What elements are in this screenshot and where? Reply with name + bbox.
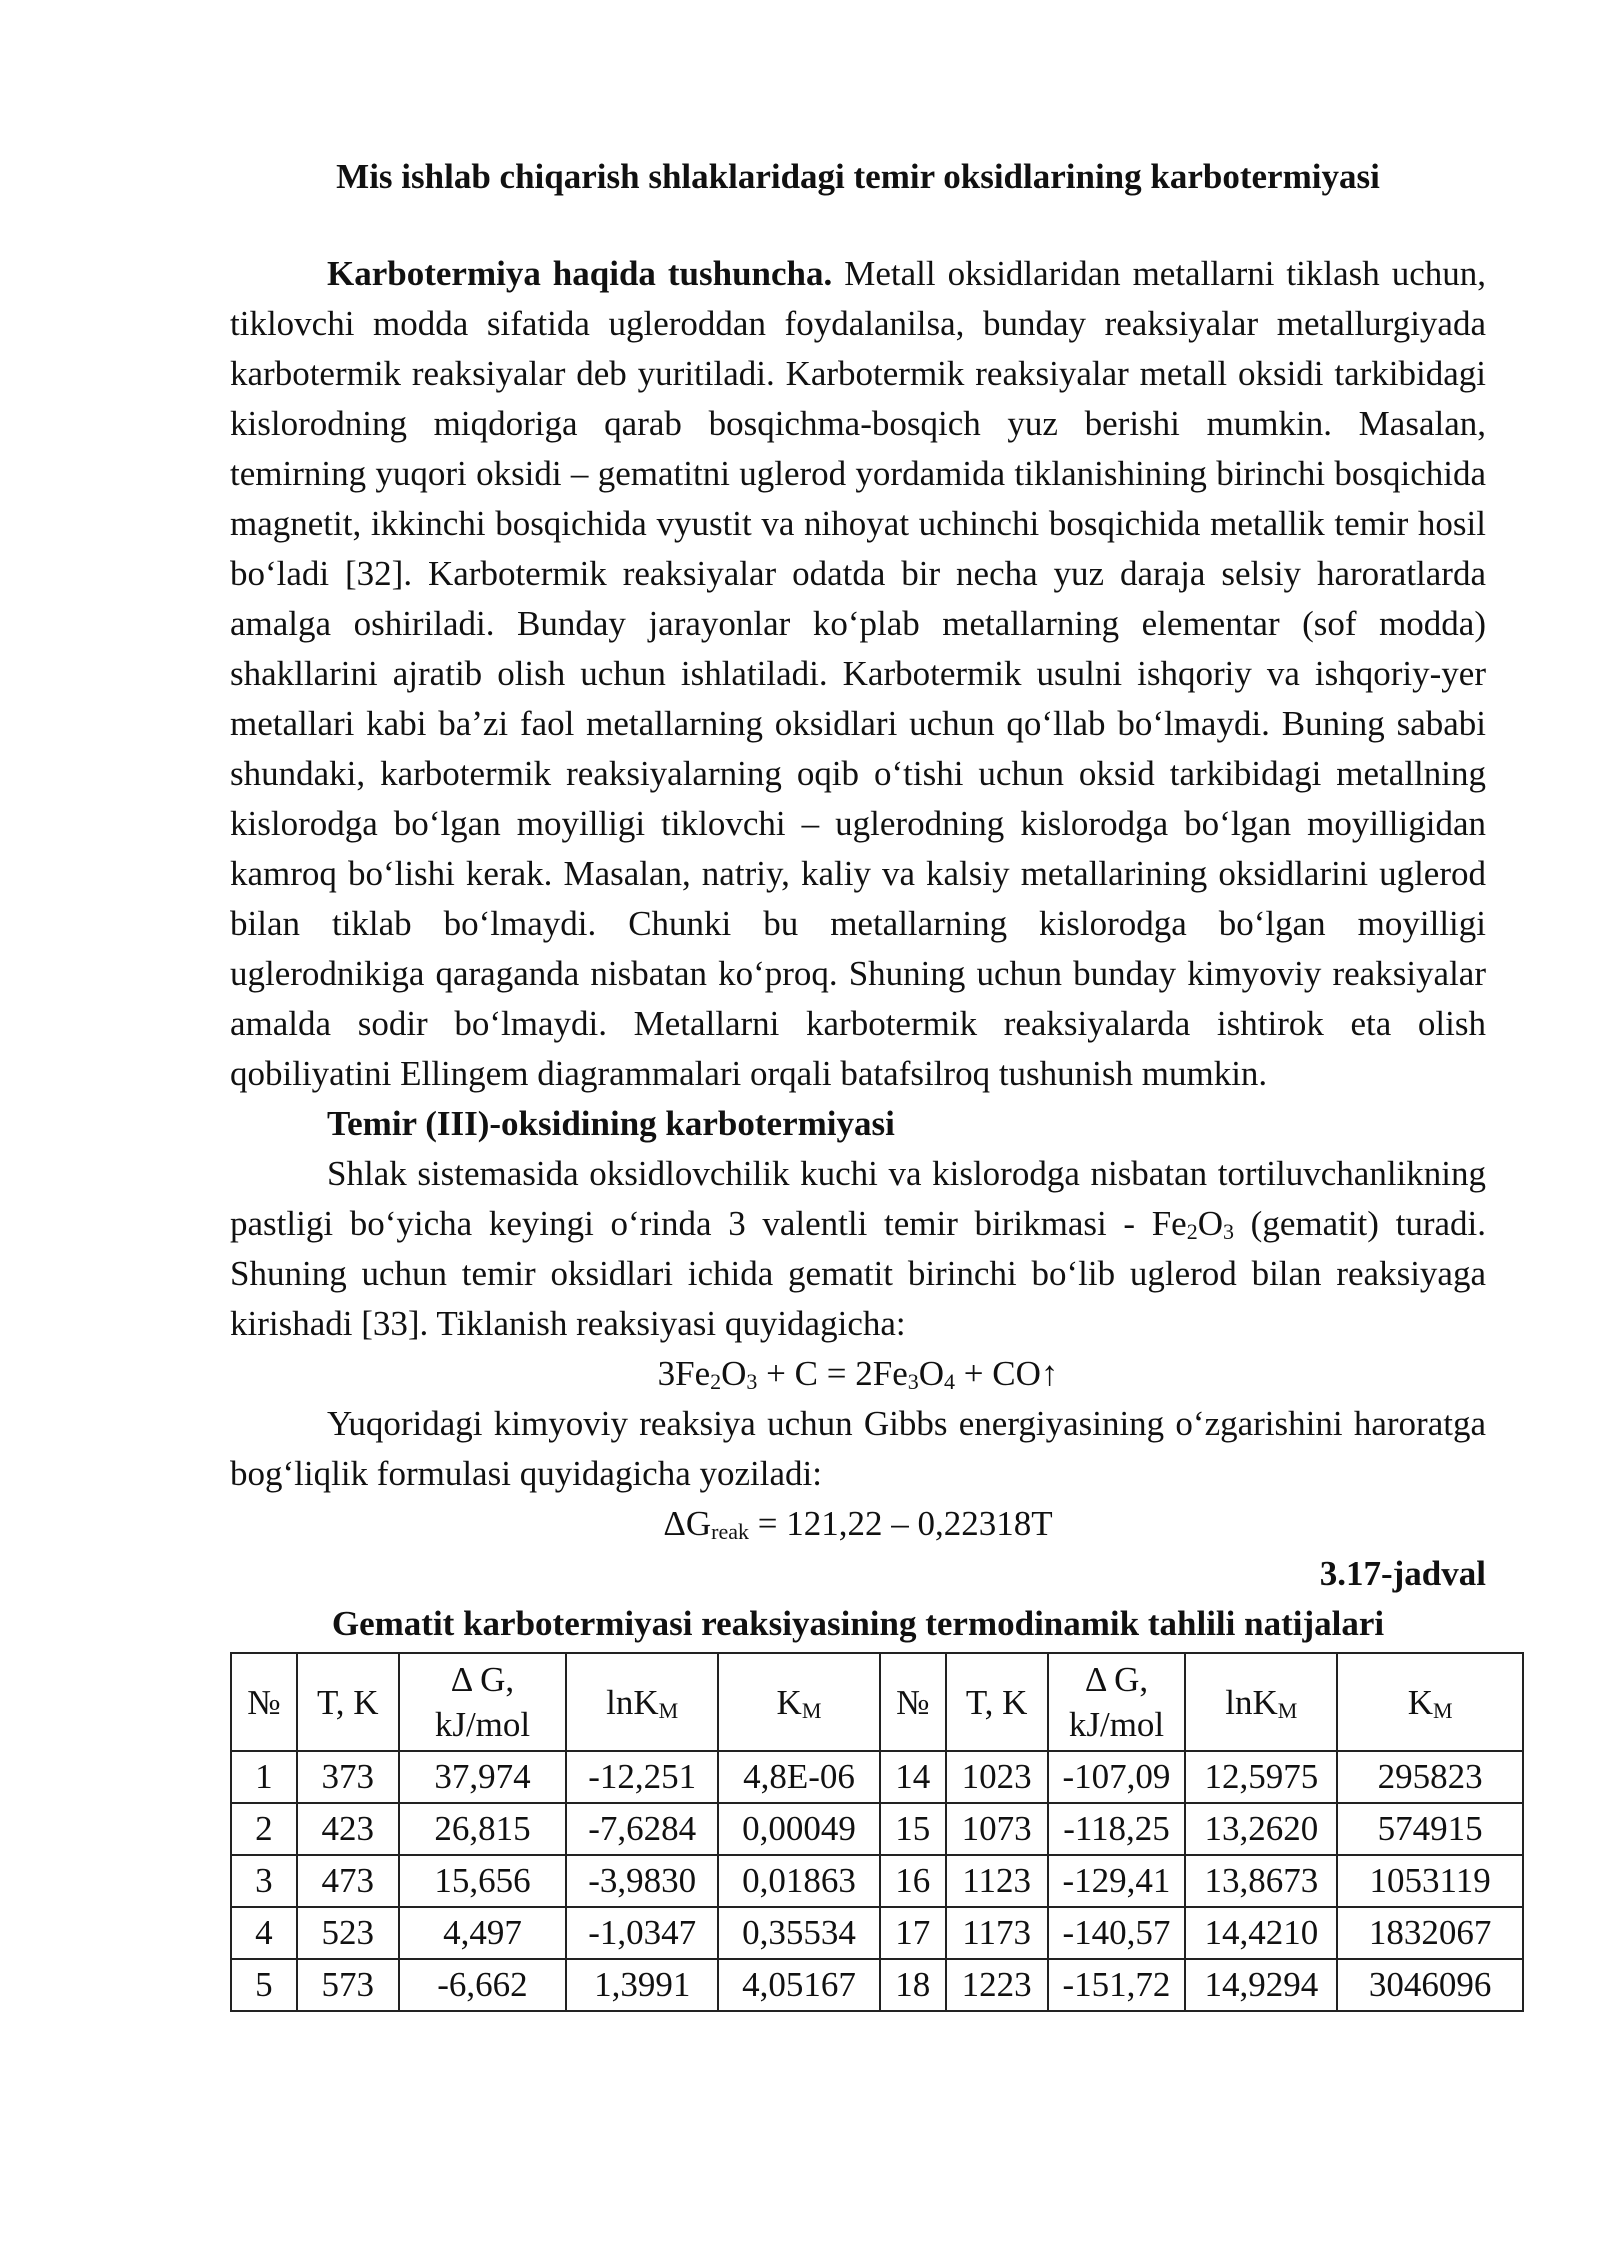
table-cell: 1123	[946, 1855, 1048, 1907]
results-table	[230, 1652, 1524, 2012]
eq2-part-b: = 121,22 – 0,22318T	[749, 1504, 1053, 1543]
eq1-sub-2: 3	[746, 1369, 758, 1394]
table-number: 3.17-jadval	[1319, 1554, 1486, 1593]
table-cell: -3,9830	[566, 1855, 718, 1907]
eq1-part-b: O	[721, 1354, 747, 1393]
eq1-part-c: + C = 2Fe	[757, 1354, 908, 1393]
table-header-row	[231, 1653, 1523, 1751]
document-title: Mis ishlab chiqarish shlaklaridagi temir oksidlarining karbotermiyasi	[336, 157, 1380, 196]
table-cell: 0,35534	[718, 1907, 880, 1959]
table-cell: -151,72	[1048, 1959, 1186, 2011]
table-cell: 18	[880, 1959, 946, 2011]
table-cell: -107,09	[1048, 1751, 1186, 1803]
table-cell: -7,6284	[566, 1803, 718, 1855]
table-cell: 4,497	[399, 1907, 567, 1959]
reaction-equation	[230, 1349, 1486, 1399]
header-lnk-2: lnK$_M$	[1185, 1653, 1337, 1751]
table-cell: 0,01863	[718, 1855, 880, 1907]
table-row	[231, 1855, 1523, 1907]
eq2-part-a: ΔG	[663, 1504, 712, 1543]
table-cell: -6,662	[399, 1959, 567, 2011]
header-no-2: №	[880, 1653, 946, 1751]
table-cell: -1,0347	[566, 1907, 718, 1959]
table-cell: 1053119	[1337, 1855, 1523, 1907]
table-cell: 26,815	[399, 1803, 567, 1855]
eq1-sub-1: 2	[710, 1369, 722, 1394]
intro-paragraph	[230, 249, 1486, 1099]
table-cell: 1173	[946, 1907, 1048, 1959]
table-cell: 14,4210	[1185, 1907, 1337, 1959]
table-cell: -129,41	[1048, 1855, 1186, 1907]
table-cell: 16	[880, 1855, 946, 1907]
table-cell: 523	[297, 1907, 399, 1959]
table-cell: -118,25	[1048, 1803, 1186, 1855]
table-cell: 473	[297, 1855, 399, 1907]
table-cell: 574915	[1337, 1803, 1523, 1855]
table-cell: 4	[231, 1907, 297, 1959]
header-no: №	[231, 1653, 297, 1751]
intro-lead: Karbotermiya haqida tushuncha.	[327, 254, 833, 293]
table-cell: 17	[880, 1907, 946, 1959]
section-heading: Temir (III)-oksidining karbotermiyasi	[327, 1104, 895, 1143]
table-cell: 295823	[1337, 1751, 1523, 1803]
table-cell: 1023	[946, 1751, 1048, 1803]
table-body	[231, 1751, 1523, 2011]
table-cell: 573	[297, 1959, 399, 2011]
para2-sub-1: 2	[1186, 1219, 1198, 1244]
table-cell: 15	[880, 1803, 946, 1855]
table-caption: Gematit karbotermiyasi reaksiyasining termodinamik tahlili natijalari	[331, 1604, 1385, 1643]
table-cell: 13,8673	[1185, 1855, 1337, 1907]
document-page	[230, 152, 1492, 2012]
table-cell: 1223	[946, 1959, 1048, 2011]
table-cell: 5	[231, 1959, 297, 2011]
table-cell: 0,00049	[718, 1803, 880, 1855]
table-cell: -140,57	[1048, 1907, 1186, 1959]
table-row	[231, 1907, 1523, 1959]
table-cell: 3046096	[1337, 1959, 1523, 2011]
header-delta-g: Δ G, kJ/mol	[399, 1653, 567, 1751]
eq1-sub-4: 4	[944, 1369, 956, 1394]
eq1-part-d: O	[918, 1354, 945, 1393]
table-cell: 1073	[946, 1803, 1048, 1855]
intro-text: Metall oksidlaridan metallarni tiklash uchun, tiklovchi modda sifatida ugleroddan foydalanilsa, bunday reaksiyalar metallurgiyada karbotermik reaksiyalar deb yuritiladi. Karbotermik reaksiyalar metall oksidi tarkibidagi kislorodning miqdoriga qarab bosqichma-bosqich yuz berishi mumkin. Masalan, temirning yuqori oksidi – gematitni uglerod yordamida tiklanishining birinchi bosqichida magnetit, ikkinchi bosqichida vyustit va nihoyat uchinchi bosqichida metallik temir hosil boʻladi [32]. Karbotermik reaksiyalar odatda bir necha yuz daraja selsiy haroratlarda amalga oshiriladi. Bunday jarayonlar koʻplab metallarning elementar (sof modda) shakllarini ajratib olish uchun ishlatiladi. Karbotermik usulni ishqoriy va ishqoriy-yer metallari kabi baʼzi faol metallarning oksidlari uchun qoʻllab boʻlmaydi. Buning sababi shundaki, karbotermik reaksiyalarning oqib oʻtishi uchun oksid tarkibidagi metallning kislorodga boʻlgan moyilligi tiklovchi – uglerodning kislorodga boʻlgan moyilligidan kamroq boʻlishi kerak. Masalan, natriy, kaliy va kalsiy metallarining oksidlarini uglerod bilan tiklab boʻlmaydi. Chunki bu metallarning kislorodga boʻlgan moyilligi uglerodnikiga qaraganda nisbatan koʻproq. Shuning uchun bunday kimyoviy reaksiyalar amalda sodir boʻlmaydi. Metallarni karbotermik reaksiyalarda ishtirok eta olish qobiliyatini Ellingem diagrammalari orqali batafsilroq tushunish mumkin.	[230, 254, 1486, 1093]
table-cell: 373	[297, 1751, 399, 1803]
gibbs-paragraph: Yuqoridagi kimyoviy reaksiya uchun Gibbs energiyasining oʻzgarishini haroratga bogʻliqlik formulasi quyidagicha yoziladi:	[230, 1404, 1486, 1493]
para2-text-1: Shlak sistemasida oksidlovchilik kuchi va kislorodga nisbatan tortiluvchanlikning pastligi boʻyicha keyingi oʻrinda 3 valentli temir birikmasi - Fe	[230, 1154, 1486, 1243]
gematit-paragraph	[230, 1149, 1486, 1349]
table-cell: 14,9294	[1185, 1959, 1337, 2011]
table-cell: 3	[231, 1855, 297, 1907]
para2-text-2: O	[1197, 1204, 1223, 1243]
header-lnk: lnK$_M$	[566, 1653, 718, 1751]
table-cell: 1832067	[1337, 1907, 1523, 1959]
table-cell: 2	[231, 1803, 297, 1855]
header-temperature-2: T, K	[946, 1653, 1048, 1751]
table-cell: 15,656	[399, 1855, 567, 1907]
table-cell: 4,05167	[718, 1959, 880, 2011]
table-cell: 4,8E-06	[718, 1751, 880, 1803]
para2-sub-2: 3	[1223, 1219, 1234, 1244]
eq1-part-e: + CO↑	[955, 1354, 1059, 1393]
table-cell: 12,5975	[1185, 1751, 1337, 1803]
table-cell: 423	[297, 1803, 399, 1855]
table-row	[231, 1751, 1523, 1803]
gibbs-equation	[230, 1499, 1486, 1549]
eq2-sub: reak	[711, 1519, 750, 1544]
eq1-part-a: 3Fe	[657, 1354, 711, 1393]
table-row	[231, 1803, 1523, 1855]
header-temperature: T, K	[297, 1653, 399, 1751]
para2-text-3: (gematit) turadi. Shuning uchun temir oksidlari ichida gematit birinchi boʻlib uglerod bilan reaksiyaga kirishadi [33]. Tiklanish reaksiyasi quyidagicha:	[230, 1204, 1486, 1343]
table-cell: 14	[880, 1751, 946, 1803]
table-cell: 1,3991	[566, 1959, 718, 2011]
eq1-sub-3: 3	[907, 1369, 919, 1394]
table-cell: 13,2620	[1185, 1803, 1337, 1855]
table-cell: 37,974	[399, 1751, 567, 1803]
table-cell: 1	[231, 1751, 297, 1803]
header-delta-g-2: Δ G, kJ/mol	[1048, 1653, 1186, 1751]
table-row	[231, 1959, 1523, 2011]
table-cell: -12,251	[566, 1751, 718, 1803]
header-k: $K_M$	[718, 1653, 880, 1751]
header-k-2: $K_M$	[1337, 1653, 1523, 1751]
